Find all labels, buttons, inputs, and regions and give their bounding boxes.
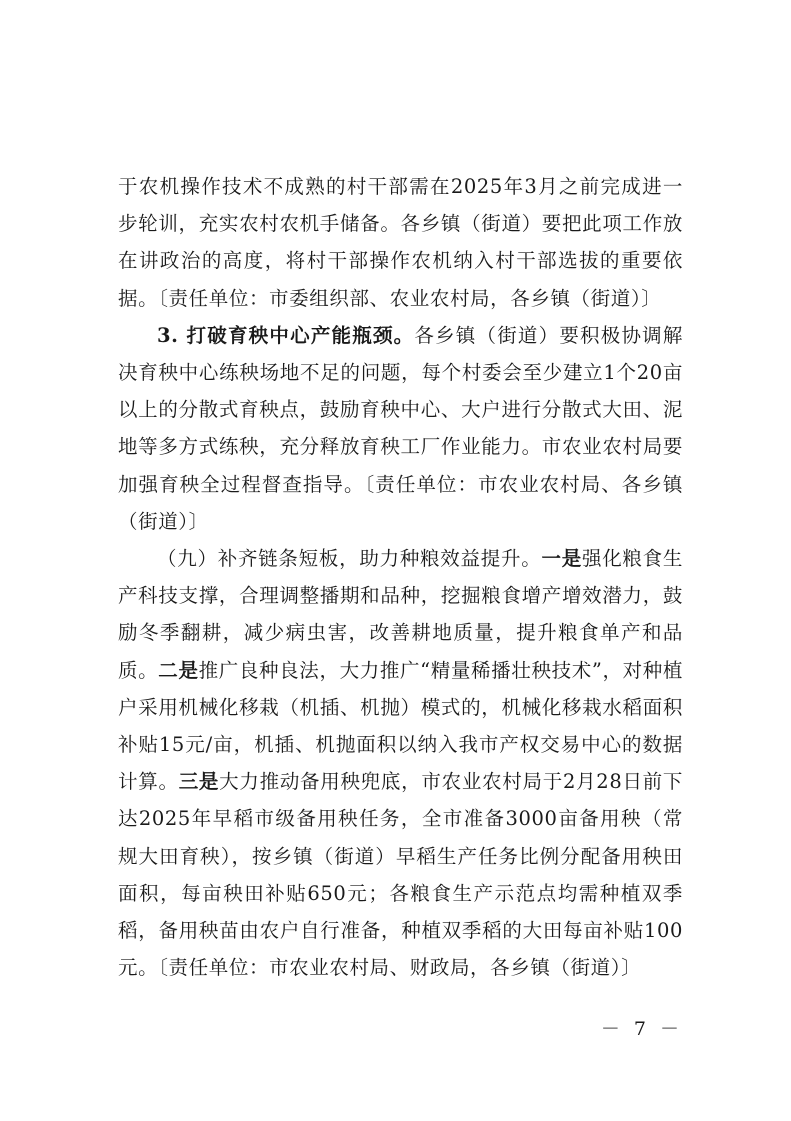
paragraph-2 [118, 317, 683, 540]
paragraph-2-text: 各乡镇（街道）要积极协调解决育秧中心练秧场地不足的问题，每个村委会至少建立1个20亩以上的分散式育秧点，鼓励育秧中心、大户进行分散式大田、泥地等多方式练秧，充分释放育秧工厂作业能力。市农业农村局要加强育秧全过程督查指导。〔责任单位：市农业农村局、各乡镇（街道）〕 [118, 323, 683, 533]
paragraph-3 [118, 540, 683, 986]
page-number: － 7 － [600, 1018, 683, 1040]
paragraph-3-lead-3: 三是 [178, 770, 220, 794]
paragraph-3-text-1: 强化粮食生产科技支撑，合理调整播期和品种，挖掘粮食增产增效潜力，鼓励冬季翻耕，减少病虫害，改善耕地质量，提升粮食单产和品质。 [118, 547, 683, 682]
paragraph-3-lead-1: 一是 [541, 547, 582, 571]
paragraph-3-text-2: 推广良种良法，大力推广“精量稀播壮秧技术”，对种植户采用机械化移栽（机插、机抛）模式的，机械化移栽水稻面积补贴15元/亩，机插、机抛面积以纳入我市产权交易中心的数据计算。 [118, 658, 684, 794]
paragraph-2-heading: 3. 打破育秧中心产能瓶颈。 [157, 323, 415, 347]
paragraph-1-text: 于农机操作技术不成熟的村干部需在2025年3月之前完成进一步轮训，充实农村农机手储备。各乡镇（街道）要把此项工作放在讲政治的高度，将村干部操作农机纳入村干部选拔的重要依据。〔责任单位：市委组织部、农业农村局，各乡镇（街道）〕 [118, 175, 683, 310]
paragraph-3-heading: （九）补齐链条短板，助力种粮效益提升。 [157, 547, 542, 571]
body-text [118, 168, 683, 986]
paragraph-3-text-3: 大力推动备用秧兜底，市农业农村局于2月28日前下达2025年早稻市级备用秧任务，全市准备3000亩备用秧（常规大田育秧），按乡镇（街道）早稻生产任务比例分配备用秧田面积，每亩秧田补贴650元；各粮食生产示范点均需种植双季稻，备用秧苗由农户自行准备，种植双季稻的大田每亩补贴100元。〔责任单位：市农业农村局、财政局，各乡镇（街道）〕 [118, 770, 683, 980]
paragraph-1 [118, 168, 683, 317]
paragraph-3-lead-2: 二是 [158, 658, 199, 682]
